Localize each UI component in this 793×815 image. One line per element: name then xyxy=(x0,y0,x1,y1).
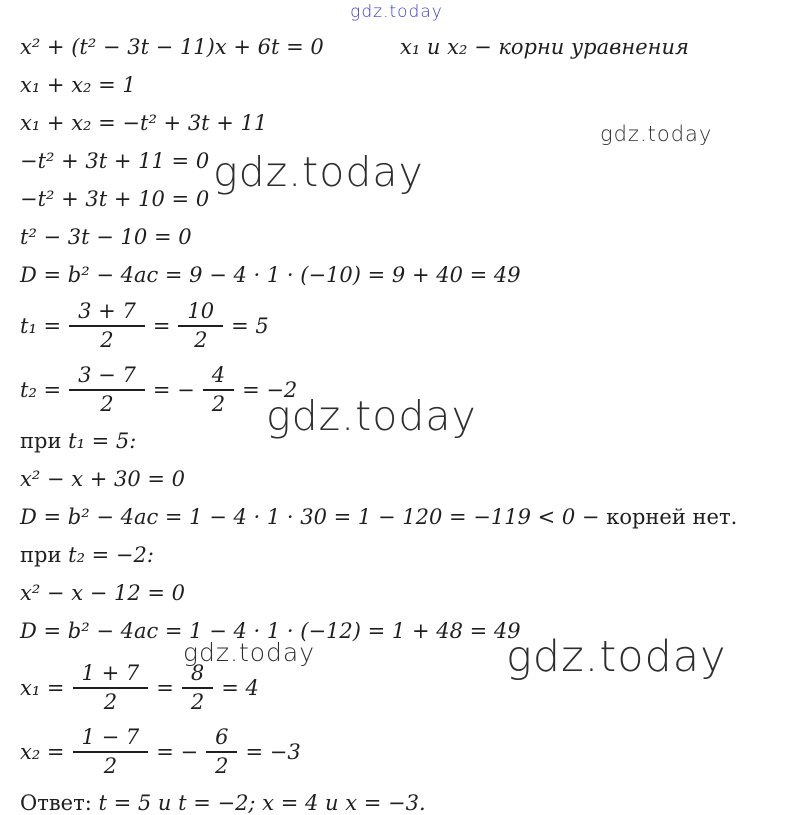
t1-fraction-2-denominator: 2 xyxy=(194,328,208,352)
x2-result: = −3 xyxy=(245,740,301,764)
t1-fraction-2 xyxy=(178,299,223,353)
case1-no-roots-note: корней нет. xyxy=(606,505,738,529)
x1-fraction-1-numerator: 1 + 7 xyxy=(73,661,149,689)
case1-header xyxy=(20,422,793,460)
t2-fraction-1-numerator: 3 − 7 xyxy=(69,363,145,391)
equation-line-6: t² − 3t − 10 = 0 xyxy=(20,225,192,249)
x1-root-line xyxy=(20,656,793,720)
t1-root-line xyxy=(20,294,793,358)
x1-result: = 4 xyxy=(221,676,259,700)
x2-fraction-1-denominator: 2 xyxy=(103,754,118,778)
case2-discriminant: D = b² − 4ac = 1 − 4 · 1 · (−12) = 1 + 48 = 49 xyxy=(20,619,521,643)
x1-lhs: x₁ = xyxy=(20,676,65,700)
case2-header xyxy=(20,536,793,574)
t2-result: = −2 xyxy=(242,378,298,402)
x2-fraction-2-numerator: 6 xyxy=(206,725,237,753)
x1-fraction-2 xyxy=(182,661,213,715)
x2-fraction-1 xyxy=(73,725,149,779)
t2-root-line xyxy=(20,358,793,422)
answer-math: t = 5 и t = −2; x = 4 и x = −3. xyxy=(98,791,426,815)
t2-equals: = − xyxy=(152,378,195,402)
watermark-big-3: gdz.today xyxy=(506,632,727,682)
x1-fraction-2-numerator: 8 xyxy=(182,661,213,689)
x2-lhs: x₂ = xyxy=(20,740,65,764)
case2-equation: x² − x − 12 = 0 xyxy=(20,581,186,605)
equation-line-5: −t² + 3t + 10 = 0 xyxy=(20,187,210,211)
t1-fraction-1-denominator: 2 xyxy=(100,328,114,352)
watermark-big-1: gdz.today xyxy=(213,148,424,196)
t2-fraction-2-denominator: 2 xyxy=(211,392,226,416)
x1-equals: = xyxy=(156,676,174,700)
x1-fraction-2-denominator: 2 xyxy=(190,690,205,714)
x2-fraction-2-denominator: 2 xyxy=(215,754,229,778)
t1-fraction-2-numerator: 10 xyxy=(178,299,223,327)
t2-fraction-2-numerator: 4 xyxy=(203,363,234,391)
given-equation: x² + (t² − 3t − 11)x + 6t = 0 xyxy=(20,35,324,59)
t1-equals: = xyxy=(152,314,171,338)
x1-fraction-1-denominator: 2 xyxy=(103,690,118,714)
t2-fraction-2 xyxy=(203,363,234,417)
watermark-small-bottom: gdz.today xyxy=(183,638,316,667)
watermark-mid-right: gdz.today xyxy=(600,122,713,146)
t1-lhs: t₁ = xyxy=(20,314,62,338)
case1-discriminant xyxy=(20,498,793,536)
t1-fraction-1-numerator: 3 + 7 xyxy=(69,299,145,327)
t1-fraction-1 xyxy=(69,299,145,353)
case2-label: при xyxy=(20,543,62,567)
t2-lhs: t₂ = xyxy=(20,378,62,402)
answer-line xyxy=(20,784,793,815)
x2-fraction-2 xyxy=(206,725,237,779)
answer-label: Ответ: xyxy=(20,791,92,815)
case1-discriminant-math: D = b² − 4ac = 1 − 4 · 1 · 30 = 1 − 120 = −119 < 0 − xyxy=(20,505,600,529)
equation-line-3: x₁ + x₂ = −t² + 3t + 11 xyxy=(20,111,268,135)
equation-line-2: x₁ + x₂ = 1 xyxy=(20,73,136,97)
case1-math: t₁ = 5: xyxy=(68,429,137,453)
x2-fraction-1-numerator: 1 − 7 xyxy=(73,725,149,753)
equation-line-1 xyxy=(20,28,793,66)
case2-math: t₂ = −2: xyxy=(68,543,154,567)
x1-fraction-1 xyxy=(73,661,149,715)
case1-equation: x² − x + 30 = 0 xyxy=(20,467,186,491)
watermark-big-2: gdz.today xyxy=(266,392,477,440)
t2-fraction-1 xyxy=(69,363,145,417)
x2-root-line xyxy=(20,720,793,784)
case1-label: при xyxy=(20,429,62,453)
watermark-top-blue: gdz.today xyxy=(350,2,443,22)
roots-statement: x₁ и x₂ − корни уравнения xyxy=(400,35,689,59)
discriminant-line-1: D = b² − 4ac = 9 − 4 · 1 · (−10) = 9 + 40 = 49 xyxy=(20,263,521,287)
x2-equals: = − xyxy=(156,740,199,764)
equation-line-4: −t² + 3t + 11 = 0 xyxy=(20,149,210,173)
solution-content xyxy=(20,28,793,815)
t2-fraction-1-denominator: 2 xyxy=(100,392,114,416)
t1-result: = 5 xyxy=(231,314,269,338)
